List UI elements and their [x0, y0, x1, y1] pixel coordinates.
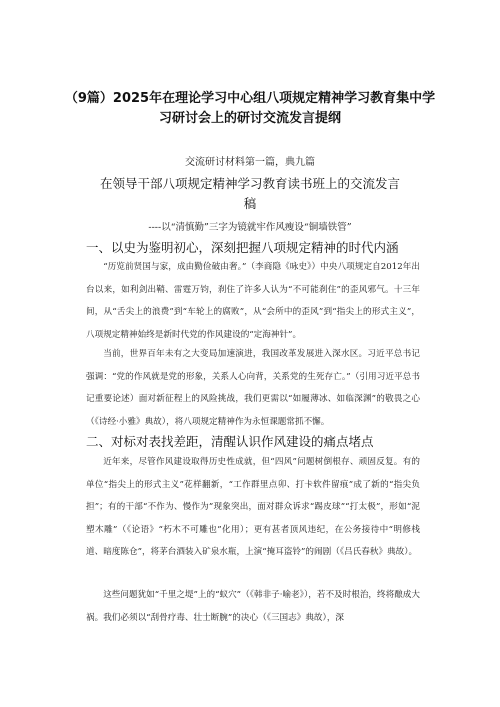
section-1-paragraph-1: “历览前贤国与家，成由勤俭破由奢。”（李商隐《咏史》）中央八项规定自2012年出台以来，如利剑出鞘、雷霆万钧，刹住了许多人认为“不可能刹住”的歪风邪气。十三年间，从“舌尖上的浪费”到“车轮上的腐败”，从“会所中的歪风”到“指尖上的形式主义”，八项规定精神始终是新时代党的作风建设的“定海神针”。 [86, 262, 420, 340]
section-heading-2: 二、对标对表找差距，清醒认识作风建设的痛点堵点 [86, 434, 374, 449]
section-2-paragraph-2: 这些问题犹如“千里之堤”上的“蚁穴”（《韩非子·喻老》），若不及时根治，终将酿成大祸。我们必须以“刮骨疗毒、壮士断腕”的决心（《三国志》典故），深 [86, 590, 420, 623]
article-tagline: ----以“清慎勤”三字为镜就牢作风瘦设“铜墙铁管” [148, 222, 352, 233]
section-2-paragraph-1: 近年来，尽管作风建设取得历史性成就，但“四风”问题树倒根存、顽固反复。有的单位“指尖上的形式主义”花样翻新，“工作群里点卯、打卡软件留痕”成了新的“指尖负担”；有的干部“不作为、慢作为”现象突出，面对群众诉求“踢皮球”“打太极”，形如“泥塑木雕”（《论语》“朽木不可雕也”化用）；更有甚者顶风违纪，在公务接待中“明修栈道、暗度陈仓”，将茅台酒装入矿泉水瓶，上演“掩耳盗铃”的闹剧（《吕氏春秋》典故）。 [86, 457, 420, 557]
section-heading-1: 一、以史为鉴明初心，深刻把握八项规定精神的时代内涵 [86, 240, 399, 255]
document-title: （9篇）2025年在理论学习中心组八项规定精神学习教育集中学习研讨会上的研讨交流发言提纲 [64, 91, 436, 126]
section-1-paragraph-2: 当前，世界百年未有之大变局加速演进，我国改革发展进入深水区。习近平总书记强调：“党的作风就是党的形象，关系人心向背，关系党的生死存亡。”（引用习近平总书记重要论述）面对新征程上的风险挑战，我们更需以“如履薄冰、如临深渊”的敬畏之心（《诗经·小雅》典故），将八项规定精神作为永恒课题常抓不懈。 [86, 349, 420, 427]
article-title: 在领导干部八项规定精神学习教育读书班上的交流发言稿 [100, 176, 401, 211]
material-label: 交流研讨材料第一篇，典九篇 [185, 157, 315, 168]
